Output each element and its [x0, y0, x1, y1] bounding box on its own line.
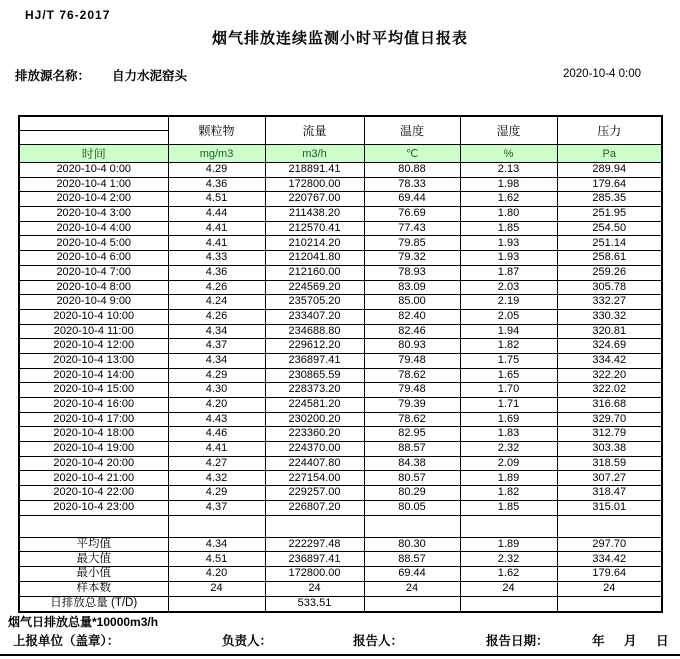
value-cell: 2.03 — [460, 280, 557, 295]
value-cell: 24 — [168, 582, 265, 597]
day-label: 日 — [656, 634, 669, 648]
hourly-data-row — [19, 398, 662, 413]
value-cell: 4.41 — [168, 442, 265, 457]
value-cell: 224569.20 — [265, 280, 364, 295]
responsible-person-label: 负责人： — [222, 634, 273, 648]
hourly-data-row — [19, 280, 662, 295]
hourly-data-row — [19, 265, 662, 280]
time-cell: 2020-10-4 5:00 — [19, 236, 168, 251]
hourly-data-row — [19, 177, 662, 192]
value-cell: 1.80 — [460, 207, 557, 222]
value-cell: 82.46 — [364, 324, 460, 339]
value-cell: 1.65 — [460, 368, 557, 383]
value-cell: 210214.20 — [265, 236, 364, 251]
value-cell: 1.98 — [460, 177, 557, 192]
hourly-data-row — [19, 486, 662, 501]
time-cell: 2020-10-4 21:00 — [19, 471, 168, 486]
value-cell: 212570.41 — [265, 221, 364, 236]
column-header-humidity: 湿度 — [460, 116, 557, 145]
value-cell: 4.37 — [168, 500, 265, 515]
value-cell: 79.85 — [364, 236, 460, 251]
value-cell: 297.70 — [557, 537, 662, 552]
time-cell: 2020-10-4 8:00 — [19, 280, 168, 295]
time-cell: 2020-10-4 19:00 — [19, 442, 168, 457]
value-cell: 85.00 — [364, 295, 460, 310]
value-cell: 69.44 — [364, 192, 460, 207]
summary-label: 样本数 — [19, 582, 168, 597]
value-cell: 533.51 — [265, 597, 364, 612]
value-cell: 79.39 — [364, 398, 460, 413]
value-cell: 179.64 — [557, 567, 662, 582]
value-cell: 236897.41 — [265, 353, 364, 368]
value-cell: 228373.20 — [265, 383, 364, 398]
value-cell: 4.36 — [168, 265, 265, 280]
unit-flow: m3/h — [265, 145, 364, 163]
hourly-data-row — [19, 192, 662, 207]
hourly-data-row — [19, 427, 662, 442]
value-cell: 211438.20 — [265, 207, 364, 222]
value-cell — [557, 597, 662, 612]
value-cell: 303.38 — [557, 442, 662, 457]
value-cell: 82.95 — [364, 427, 460, 442]
time-cell: 2020-10-4 17:00 — [19, 412, 168, 427]
value-cell: 324.69 — [557, 339, 662, 354]
time-cell: 2020-10-4 6:00 — [19, 251, 168, 266]
hourly-data-row — [19, 442, 662, 457]
value-cell: 78.62 — [364, 368, 460, 383]
value-cell: 24 — [364, 582, 460, 597]
value-cell: 78.62 — [364, 412, 460, 427]
value-cell: 77.43 — [364, 221, 460, 236]
value-cell: 1.89 — [460, 537, 557, 552]
value-cell: 230200.20 — [265, 412, 364, 427]
value-cell: 80.05 — [364, 500, 460, 515]
value-cell: 4.41 — [168, 221, 265, 236]
hourly-data-row — [19, 324, 662, 339]
summary-row — [19, 567, 662, 582]
value-cell: 69.44 — [364, 567, 460, 582]
value-cell: 88.57 — [364, 442, 460, 457]
value-cell: 1.93 — [460, 251, 557, 266]
report-datetime: 2020-10-4 0:00 — [563, 68, 642, 80]
separator-row — [19, 515, 662, 537]
value-cell: 218891.41 — [265, 163, 364, 178]
value-cell: 80.93 — [364, 339, 460, 354]
source-name-value: 自力水泥窑头 — [112, 69, 188, 83]
value-cell: 223360.20 — [265, 427, 364, 442]
value-cell: 4.51 — [168, 192, 265, 207]
unit-header-row — [19, 145, 662, 163]
value-cell: 1.69 — [460, 412, 557, 427]
value-cell: 285.35 — [557, 192, 662, 207]
value-cell: 1.75 — [460, 353, 557, 368]
value-cell: 1.87 — [460, 265, 557, 280]
time-cell: 2020-10-4 9:00 — [19, 295, 168, 310]
page-title: 烟气排放连续监测小时平均值日报表 — [211, 30, 468, 47]
time-cell: 2020-10-4 10:00 — [19, 309, 168, 324]
value-cell: 4.29 — [168, 163, 265, 178]
time-cell: 2020-10-4 16:00 — [19, 398, 168, 413]
hourly-data-row — [19, 221, 662, 236]
hourly-data-row — [19, 295, 662, 310]
value-cell: 1.82 — [460, 486, 557, 501]
hourly-data-row — [19, 207, 662, 222]
column-header-row — [19, 116, 662, 145]
value-cell: 320.81 — [557, 324, 662, 339]
value-cell: 24 — [557, 582, 662, 597]
reporter-label: 报告人： — [353, 634, 404, 648]
hourly-data-row — [19, 163, 662, 178]
corner-cell-top — [20, 117, 168, 131]
unit-humidity: % — [460, 145, 557, 163]
unit-pressure: Pa — [557, 145, 662, 163]
hourly-data-row — [19, 383, 662, 398]
value-cell: 4.24 — [168, 295, 265, 310]
signature-line — [0, 631, 680, 649]
empty-cell — [19, 515, 168, 537]
value-cell: 330.32 — [557, 309, 662, 324]
value-cell: 224407.80 — [265, 456, 364, 471]
value-cell: 224370.00 — [265, 442, 364, 457]
report-unit-label: 上报单位（盖章）： — [13, 634, 120, 648]
value-cell: 1.83 — [460, 427, 557, 442]
value-cell: 230865.59 — [265, 368, 364, 383]
value-cell: 2.13 — [460, 163, 557, 178]
value-cell: 4.29 — [168, 486, 265, 501]
source-name-label: 排放源名称： — [15, 69, 91, 83]
value-cell: 1.89 — [460, 471, 557, 486]
value-cell: 4.26 — [168, 280, 265, 295]
value-cell: 4.20 — [168, 398, 265, 413]
hourly-data-row — [19, 353, 662, 368]
time-cell: 2020-10-4 13:00 — [19, 353, 168, 368]
column-header-flow: 流量 — [265, 116, 364, 145]
value-cell: 4.30 — [168, 383, 265, 398]
value-cell: 4.34 — [168, 324, 265, 339]
value-cell: 4.33 — [168, 251, 265, 266]
value-cell — [557, 515, 662, 537]
value-cell: 4.20 — [168, 567, 265, 582]
time-cell: 2020-10-4 18:00 — [19, 427, 168, 442]
value-cell: 82.40 — [364, 309, 460, 324]
column-header-temperature: 温度 — [364, 116, 460, 145]
value-cell: 1.93 — [460, 236, 557, 251]
time-cell: 2020-10-4 0:00 — [19, 163, 168, 178]
value-cell: 2.05 — [460, 309, 557, 324]
year-label: 年 — [592, 634, 605, 648]
value-cell: 4.51 — [168, 552, 265, 567]
value-cell: 322.20 — [557, 368, 662, 383]
report-date-label: 报告日期： — [486, 634, 549, 648]
column-header-pressure: 压力 — [557, 116, 662, 145]
value-cell: 4.34 — [168, 537, 265, 552]
value-cell: 315.01 — [557, 500, 662, 515]
value-cell: 322.02 — [557, 383, 662, 398]
value-cell: 212041.80 — [265, 251, 364, 266]
value-cell: 4.29 — [168, 368, 265, 383]
value-cell: 2.32 — [460, 442, 557, 457]
hourly-data-row — [19, 471, 662, 486]
page-bottom-rule — [0, 654, 680, 656]
value-cell: 80.88 — [364, 163, 460, 178]
value-cell: 222297.48 — [265, 537, 364, 552]
value-cell: 4.27 — [168, 456, 265, 471]
value-cell: 80.29 — [364, 486, 460, 501]
value-cell: 4.41 — [168, 236, 265, 251]
corner-cell-bottom — [20, 131, 168, 144]
hourly-data-row — [19, 339, 662, 354]
value-cell — [460, 515, 557, 537]
value-cell: 212160.00 — [265, 265, 364, 280]
value-cell: 76.69 — [364, 207, 460, 222]
value-cell: 24 — [265, 582, 364, 597]
value-cell: 88.57 — [364, 552, 460, 567]
value-cell: 2.19 — [460, 295, 557, 310]
value-cell — [460, 597, 557, 612]
value-cell — [168, 597, 265, 612]
value-cell: 4.26 — [168, 309, 265, 324]
value-cell: 24 — [460, 582, 557, 597]
summary-row — [19, 597, 662, 612]
value-cell: 318.59 — [557, 456, 662, 471]
value-cell: 229612.20 — [265, 339, 364, 354]
time-cell: 2020-10-4 20:00 — [19, 456, 168, 471]
value-cell: 220767.00 — [265, 192, 364, 207]
value-cell: 329.70 — [557, 412, 662, 427]
time-cell: 2020-10-4 7:00 — [19, 265, 168, 280]
time-cell: 2020-10-4 1:00 — [19, 177, 168, 192]
value-cell: 229257.00 — [265, 486, 364, 501]
time-cell: 2020-10-4 4:00 — [19, 221, 168, 236]
value-cell — [265, 515, 364, 537]
summary-row — [19, 537, 662, 552]
value-cell: 318.47 — [557, 486, 662, 501]
value-cell: 4.32 — [168, 471, 265, 486]
value-cell: 1.62 — [460, 192, 557, 207]
flue-gas-total-note: 烟气日排放总量*10000m3/h — [8, 615, 159, 629]
value-cell: 334.42 — [557, 353, 662, 368]
value-cell: 2.09 — [460, 456, 557, 471]
report-table — [18, 115, 663, 613]
value-cell: 172800.00 — [265, 567, 364, 582]
value-cell: 79.32 — [364, 251, 460, 266]
value-cell: 1.85 — [460, 500, 557, 515]
month-label: 月 — [624, 634, 637, 648]
summary-row — [19, 582, 662, 597]
value-cell: 236897.41 — [265, 552, 364, 567]
hourly-data-row — [19, 251, 662, 266]
value-cell: 259.26 — [557, 265, 662, 280]
source-line — [15, 66, 187, 84]
value-cell: 79.48 — [364, 383, 460, 398]
time-cell: 2020-10-4 14:00 — [19, 368, 168, 383]
value-cell: 84.38 — [364, 456, 460, 471]
value-cell: 332.27 — [557, 295, 662, 310]
value-cell: 83.09 — [364, 280, 460, 295]
value-cell: 227154.00 — [265, 471, 364, 486]
summary-label: 日排放总量 (T/D) — [19, 597, 168, 612]
hourly-data-row — [19, 412, 662, 427]
value-cell: 78.93 — [364, 265, 460, 280]
value-cell: 234688.80 — [265, 324, 364, 339]
time-cell: 2020-10-4 2:00 — [19, 192, 168, 207]
value-cell: 1.62 — [460, 567, 557, 582]
time-cell: 2020-10-4 3:00 — [19, 207, 168, 222]
summary-row — [19, 552, 662, 567]
value-cell: 233407.20 — [265, 309, 364, 324]
value-cell: 254.50 — [557, 221, 662, 236]
value-cell: 334.42 — [557, 552, 662, 567]
table-body — [19, 163, 662, 612]
value-cell — [364, 597, 460, 612]
time-column-header: 时间 — [19, 145, 168, 163]
value-cell: 305.78 — [557, 280, 662, 295]
value-cell: 251.95 — [557, 207, 662, 222]
value-cell: 4.37 — [168, 339, 265, 354]
value-cell: 258.61 — [557, 251, 662, 266]
time-cell: 2020-10-4 12:00 — [19, 339, 168, 354]
value-cell: 79.48 — [364, 353, 460, 368]
value-cell: 235705.20 — [265, 295, 364, 310]
value-cell — [168, 515, 265, 537]
value-cell: 80.30 — [364, 537, 460, 552]
value-cell: 179.64 — [557, 177, 662, 192]
value-cell: 4.44 — [168, 207, 265, 222]
value-cell: 289.94 — [557, 163, 662, 178]
time-cell: 2020-10-4 22:00 — [19, 486, 168, 501]
value-cell: 80.57 — [364, 471, 460, 486]
value-cell: 1.82 — [460, 339, 557, 354]
value-cell: 2.32 — [460, 552, 557, 567]
column-header-particulate: 颗粒物 — [168, 116, 265, 145]
value-cell: 1.71 — [460, 398, 557, 413]
time-cell: 2020-10-4 15:00 — [19, 383, 168, 398]
value-cell: 251.14 — [557, 236, 662, 251]
value-cell: 1.70 — [460, 383, 557, 398]
value-cell: 226807.20 — [265, 500, 364, 515]
value-cell: 1.85 — [460, 221, 557, 236]
value-cell: 307.27 — [557, 471, 662, 486]
value-cell: 78.33 — [364, 177, 460, 192]
unit-temperature: ℃ — [364, 145, 460, 163]
time-cell: 2020-10-4 11:00 — [19, 324, 168, 339]
hourly-data-row — [19, 368, 662, 383]
value-cell: 4.46 — [168, 427, 265, 442]
corner-cell — [19, 116, 168, 145]
hourly-data-row — [19, 456, 662, 471]
hourly-data-row — [19, 236, 662, 251]
value-cell: 172800.00 — [265, 177, 364, 192]
value-cell: 4.36 — [168, 177, 265, 192]
value-cell: 224581.20 — [265, 398, 364, 413]
time-cell: 2020-10-4 23:00 — [19, 500, 168, 515]
value-cell: 4.43 — [168, 412, 265, 427]
summary-label: 最小值 — [19, 567, 168, 582]
value-cell — [364, 515, 460, 537]
value-cell: 4.34 — [168, 353, 265, 368]
standard-code: HJ/T 76-2017 — [25, 8, 111, 22]
hourly-data-row — [19, 500, 662, 515]
summary-label: 最大值 — [19, 552, 168, 567]
value-cell: 312.79 — [557, 427, 662, 442]
value-cell: 316.68 — [557, 398, 662, 413]
hourly-data-row — [19, 309, 662, 324]
value-cell: 1.94 — [460, 324, 557, 339]
summary-label: 平均值 — [19, 537, 168, 552]
unit-particulate: mg/m3 — [168, 145, 265, 163]
